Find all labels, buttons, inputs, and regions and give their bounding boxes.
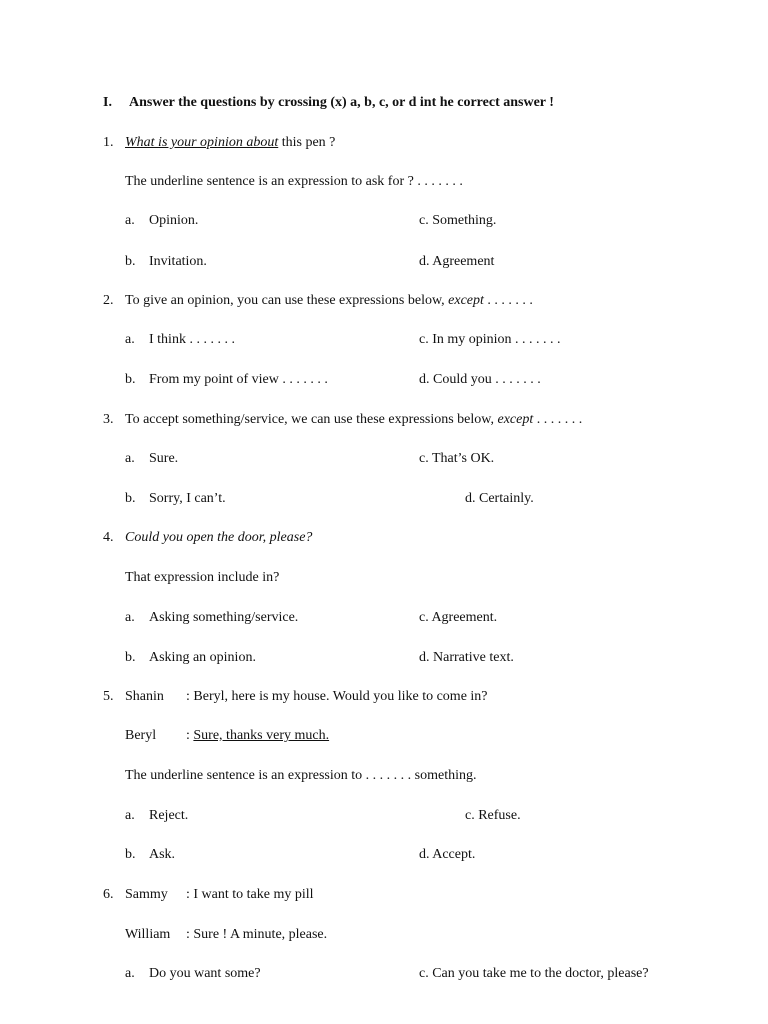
- q5-line-2-colon: :: [186, 728, 194, 743]
- q1-prompt: [125, 135, 335, 151]
- q4-prompt: Could you open the door, please?: [125, 530, 313, 545]
- q3-prompt-tail: . . . . . . .: [533, 412, 583, 427]
- q3-option-d: d. Certainly.: [465, 491, 534, 506]
- q6-number: 6.: [103, 887, 114, 902]
- q2-option-b: From my point of view . . . . . . .: [149, 372, 328, 387]
- q1-option-a-letter: a.: [125, 213, 135, 228]
- q3-prompt-italic: except: [497, 412, 534, 427]
- q5-option-a: Reject.: [149, 808, 189, 823]
- q3-number: 3.: [103, 412, 114, 427]
- q1-number: 1.: [103, 135, 114, 150]
- q2-option-a-letter: a.: [125, 332, 135, 347]
- q2-number: 2.: [103, 293, 114, 308]
- q5-option-c: c. Refuse.: [465, 808, 521, 823]
- q4-option-a: Asking something/service.: [149, 610, 299, 625]
- q5-option-a-letter: a.: [125, 808, 135, 823]
- q1-subprompt: The underline sentence is an expression to ask for ? . . . . . . .: [125, 174, 463, 189]
- q1-option-c: c. Something.: [419, 213, 497, 228]
- q6-speaker-1: Sammy: [125, 887, 168, 902]
- q2-prompt-italic: except: [448, 293, 484, 308]
- q5-line-1: : Beryl, here is my house. Would you like to come in?: [186, 689, 488, 704]
- q5-speaker-1: Shanin: [125, 689, 164, 704]
- q4-option-a-letter: a.: [125, 610, 135, 625]
- q4-option-b-letter: b.: [125, 650, 136, 665]
- q5-subprompt: The underline sentence is an expression to . . . . . . . something.: [125, 768, 477, 783]
- q3-option-c: c. That’s OK.: [419, 451, 495, 466]
- q1-option-a: Opinion.: [149, 213, 199, 228]
- q3-prompt-text: To accept something/service, we can use these expressions below,: [125, 412, 498, 427]
- q1-option-b: Invitation.: [149, 254, 207, 269]
- q6-line-2: : Sure ! A minute, please.: [186, 927, 328, 942]
- q2-prompt: [125, 293, 533, 309]
- q3-option-b: Sorry, I can’t.: [149, 491, 226, 506]
- q4-option-d: d. Narrative text.: [419, 650, 514, 665]
- section-roman: I.: [103, 95, 112, 110]
- q3-option-b-letter: b.: [125, 491, 136, 506]
- q3-prompt: [125, 412, 582, 428]
- q5-option-d: d. Accept.: [419, 847, 476, 862]
- q5-option-b: Ask.: [149, 847, 176, 862]
- q2-option-b-letter: b.: [125, 372, 136, 387]
- section-heading: Answer the questions by crossing (x) a, b, c, or d int he correct answer !: [129, 95, 554, 110]
- q1-option-d: d. Agreement: [419, 254, 495, 269]
- q6-line-1: : I want to take my pill: [186, 887, 314, 902]
- q1-option-b-letter: b.: [125, 254, 136, 269]
- q2-option-c: c. In my opinion . . . . . . .: [419, 332, 561, 347]
- q5-speaker-2: Beryl: [125, 728, 157, 743]
- q5-option-b-letter: b.: [125, 847, 136, 862]
- q1-prompt-rest: this pen ?: [278, 135, 336, 150]
- q6-option-a: Do you want some?: [149, 966, 261, 981]
- q4-option-b: Asking an opinion.: [149, 650, 256, 665]
- q4-number: 4.: [103, 530, 114, 545]
- q4-option-c: c. Agreement.: [419, 610, 498, 625]
- q4-subprompt: That expression include in?: [125, 570, 280, 585]
- q1-prompt-underlined: What is your opinion about: [125, 135, 279, 150]
- q6-option-a-letter: a.: [125, 966, 135, 981]
- q3-option-a: Sure.: [149, 451, 179, 466]
- q2-prompt-text: To give an opinion, you can use these expressions below,: [125, 293, 449, 308]
- q5-line-2-underlined: Sure, thanks very much.: [193, 728, 330, 743]
- q2-option-a: I think . . . . . . .: [149, 332, 235, 347]
- q2-prompt-tail: . . . . . . .: [483, 293, 533, 308]
- q3-option-a-letter: a.: [125, 451, 135, 466]
- q6-option-c: c. Can you take me to the doctor, please?: [419, 966, 649, 981]
- q6-speaker-2: William: [125, 927, 171, 942]
- q5-line-2: [186, 728, 329, 744]
- q5-number: 5.: [103, 689, 114, 704]
- q2-option-d: d. Could you . . . . . . .: [419, 372, 541, 387]
